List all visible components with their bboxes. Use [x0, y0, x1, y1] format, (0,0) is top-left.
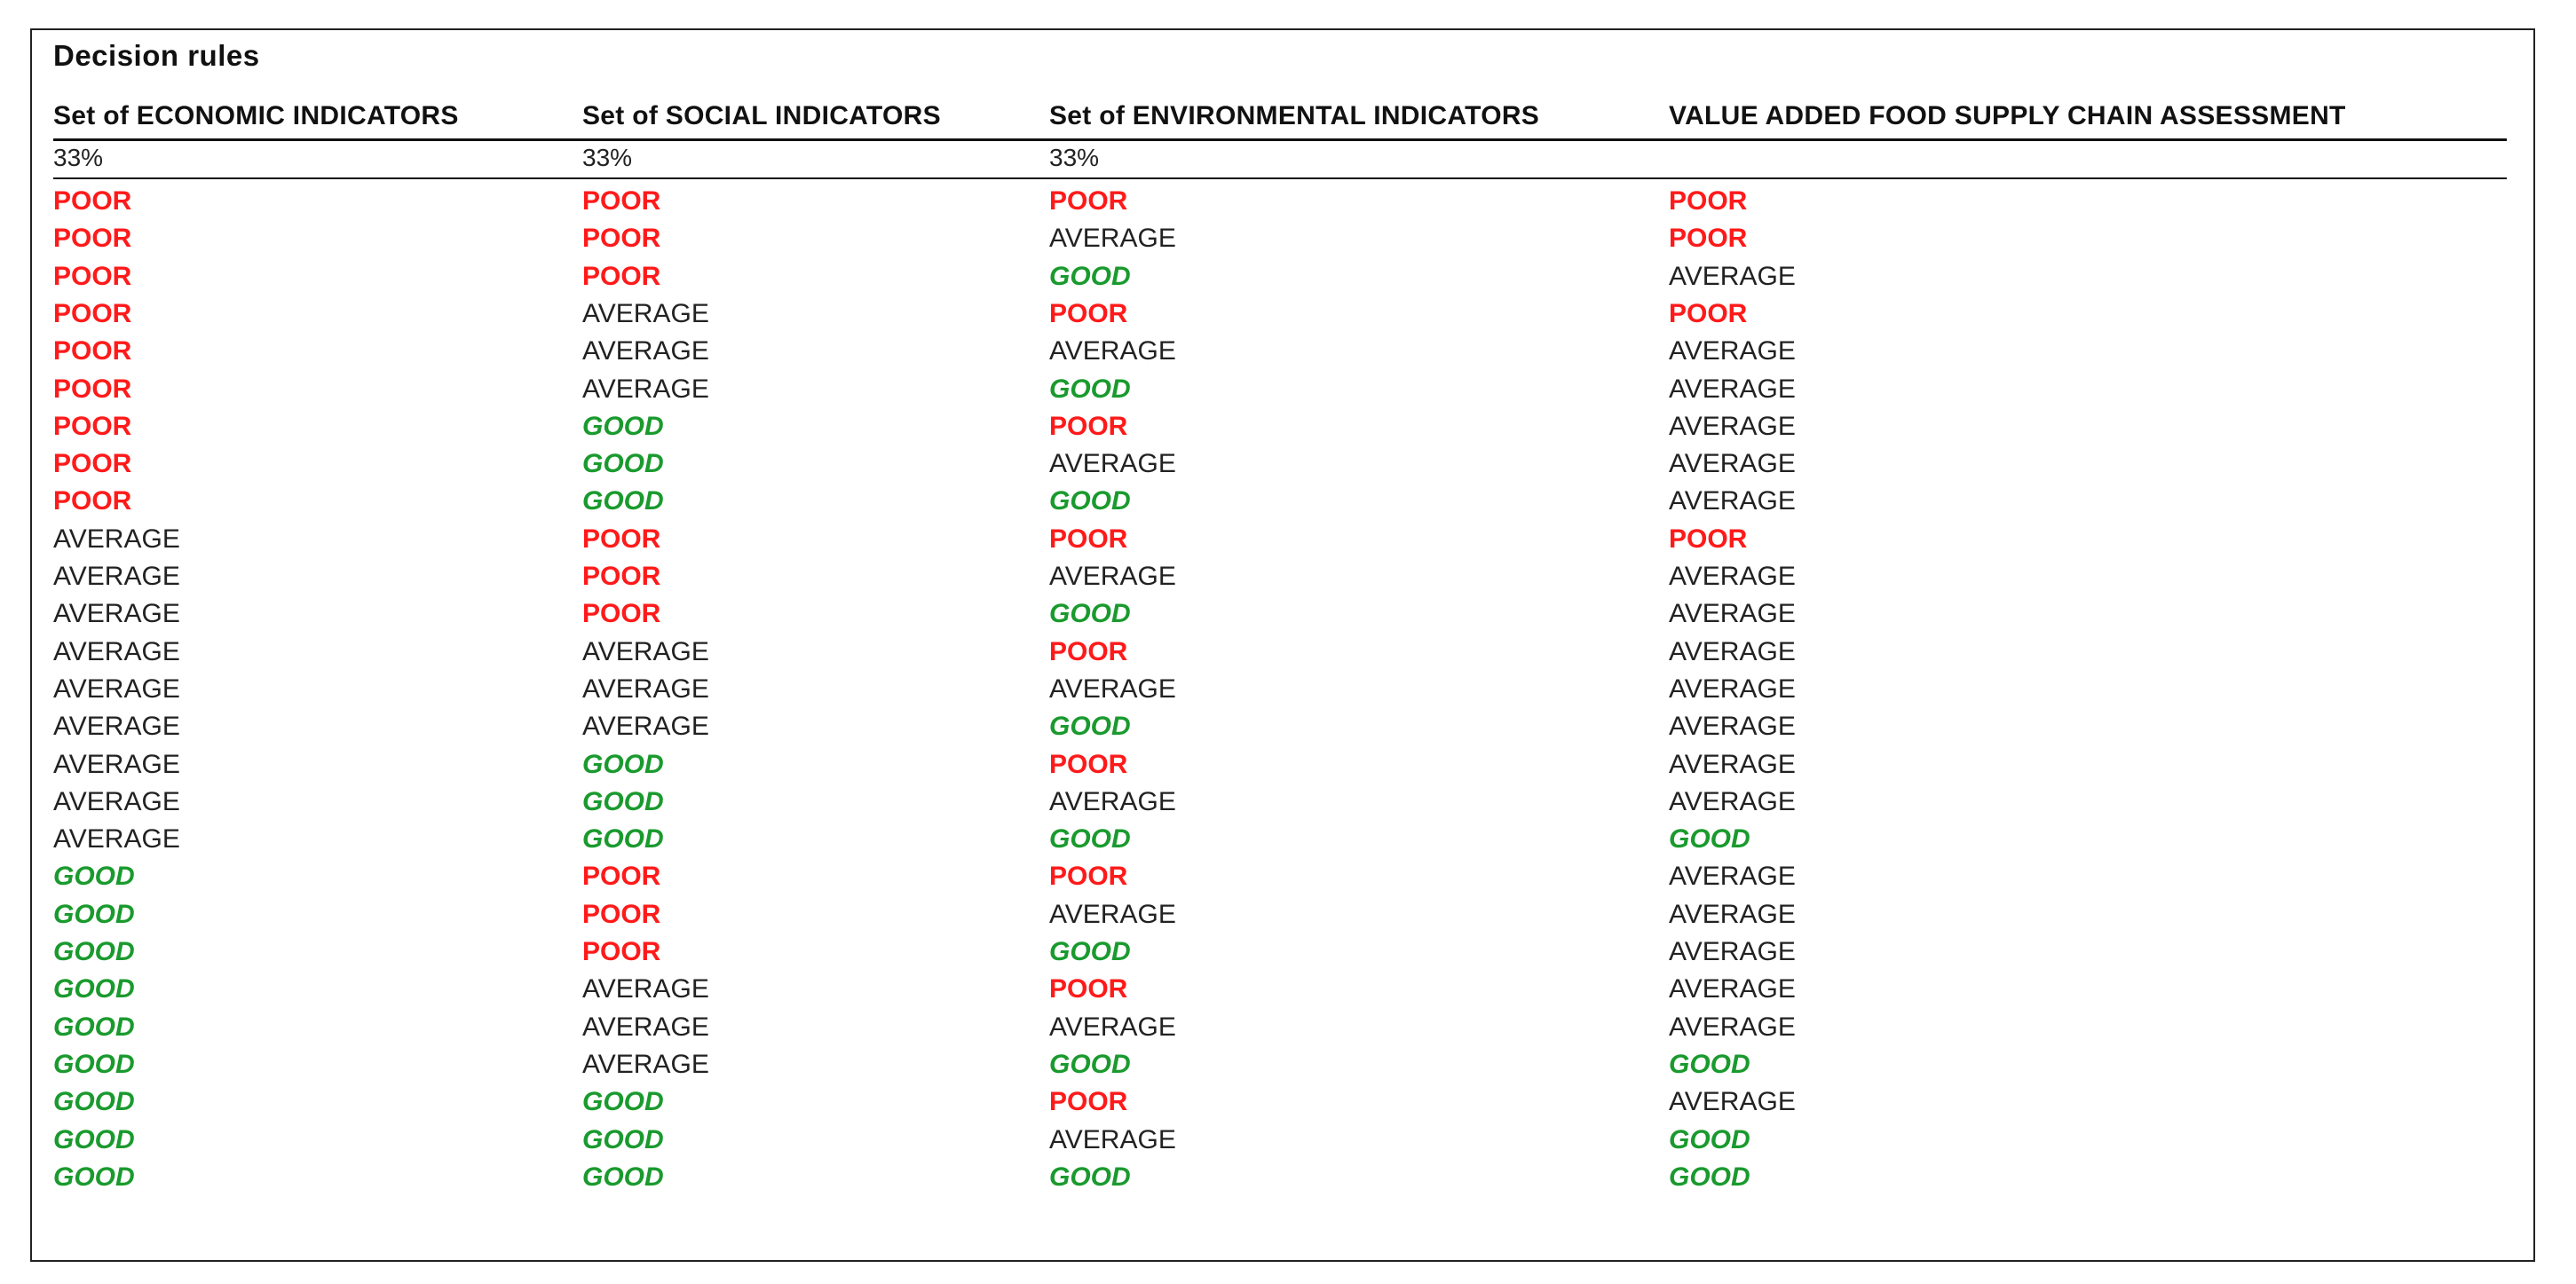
cell-environmental: AVERAGE [1049, 449, 1176, 479]
cell-economic: GOOD [53, 1049, 135, 1079]
cell-assessment: AVERAGE [1669, 1012, 1796, 1042]
cell-social: AVERAGE [582, 336, 709, 366]
cell-economic: GOOD [53, 1012, 135, 1042]
cell-assessment: AVERAGE [1669, 486, 1796, 516]
cell-social: AVERAGE [582, 374, 709, 404]
cell-environmental: POOR [1049, 749, 1128, 779]
cell-assessment: AVERAGE [1669, 636, 1796, 666]
cell-assessment: GOOD [1669, 1162, 1750, 1192]
table-row [53, 483, 2507, 520]
cell-social: POOR [582, 224, 661, 254]
cell-economic: POOR [53, 186, 132, 216]
cell-social: GOOD [582, 486, 664, 516]
cell-social: POOR [582, 862, 661, 892]
cell-environmental: GOOD [1049, 374, 1131, 404]
table-row [53, 333, 2507, 370]
cell-assessment: AVERAGE [1669, 712, 1796, 742]
cell-assessment: AVERAGE [1669, 786, 1796, 816]
cell-environmental: GOOD [1049, 599, 1131, 629]
cell-social: POOR [582, 899, 661, 929]
table-row [53, 408, 2507, 445]
table-row [53, 558, 2507, 595]
cell-environmental: AVERAGE [1049, 899, 1176, 929]
cell-economic: AVERAGE [53, 786, 180, 816]
cell-assessment: AVERAGE [1669, 674, 1796, 704]
cell-economic: AVERAGE [53, 599, 180, 629]
cell-environmental: AVERAGE [1049, 786, 1176, 816]
weight-social: 33% [582, 144, 633, 171]
cell-assessment: GOOD [1669, 824, 1750, 855]
cell-economic: POOR [53, 261, 132, 291]
table-row [53, 295, 2507, 333]
cell-assessment: AVERAGE [1669, 599, 1796, 629]
cell-economic: POOR [53, 374, 132, 404]
cell-assessment: AVERAGE [1669, 974, 1796, 1004]
cell-assessment: GOOD [1669, 1049, 1750, 1079]
cell-social: POOR [582, 524, 661, 554]
cell-social: AVERAGE [582, 1049, 709, 1079]
header-social: Set of SOCIAL INDICATORS [582, 101, 941, 130]
table-row [53, 183, 2507, 220]
cell-social: GOOD [582, 749, 664, 779]
cell-environmental: GOOD [1049, 486, 1131, 516]
cell-environmental: AVERAGE [1049, 1012, 1176, 1042]
cell-environmental: POOR [1049, 974, 1128, 1004]
table-row [53, 971, 2507, 1008]
cell-social: POOR [582, 599, 661, 629]
cell-social: AVERAGE [582, 712, 709, 742]
cell-environmental: GOOD [1049, 712, 1131, 742]
cell-environmental: POOR [1049, 524, 1128, 554]
cell-economic: POOR [53, 486, 132, 516]
cell-assessment: AVERAGE [1669, 937, 1796, 966]
cell-economic: AVERAGE [53, 749, 180, 779]
cell-environmental: GOOD [1049, 824, 1131, 855]
cell-environmental: AVERAGE [1049, 1124, 1176, 1154]
cell-social: AVERAGE [582, 298, 709, 328]
cell-environmental: GOOD [1049, 261, 1131, 291]
table-row [53, 1009, 2507, 1046]
cell-economic: GOOD [53, 937, 135, 966]
cell-environmental: POOR [1049, 1087, 1128, 1117]
cell-assessment: AVERAGE [1669, 336, 1796, 366]
cell-economic: POOR [53, 336, 132, 366]
cell-environmental: POOR [1049, 636, 1128, 666]
table-row [53, 1122, 2507, 1159]
cell-environmental: AVERAGE [1049, 224, 1176, 254]
weight-economic: 33% [53, 144, 104, 171]
table-row [53, 258, 2507, 295]
table-title: Decision rules [53, 39, 260, 72]
cell-assessment: POOR [1669, 224, 1748, 254]
cell-economic: AVERAGE [53, 636, 180, 666]
table-row [53, 671, 2507, 708]
cell-social: POOR [582, 562, 661, 591]
weight-environmental: 33% [1049, 144, 1100, 171]
cell-social: GOOD [582, 824, 664, 855]
table-row [53, 220, 2507, 257]
cell-environmental: POOR [1049, 411, 1128, 441]
cell-economic: POOR [53, 411, 132, 441]
header-row [53, 101, 2512, 138]
cell-economic: GOOD [53, 974, 135, 1004]
cell-assessment: POOR [1669, 524, 1748, 554]
table-row [53, 445, 2507, 483]
cell-economic: AVERAGE [53, 562, 180, 591]
cell-economic: AVERAGE [53, 824, 180, 855]
cell-assessment: POOR [1669, 298, 1748, 328]
cell-social: POOR [582, 937, 661, 966]
cell-environmental: GOOD [1049, 1162, 1131, 1192]
cell-economic: POOR [53, 449, 132, 479]
table-row [53, 746, 2507, 784]
cell-economic: AVERAGE [53, 524, 180, 554]
table-row [53, 933, 2507, 971]
table-row [53, 821, 2507, 858]
header-economic: Set of ECONOMIC INDICATORS [53, 101, 459, 130]
cell-assessment: AVERAGE [1669, 862, 1796, 892]
cell-economic: AVERAGE [53, 712, 180, 742]
cell-social: AVERAGE [582, 974, 709, 1004]
cell-economic: AVERAGE [53, 674, 180, 704]
cell-assessment: AVERAGE [1669, 411, 1796, 441]
table-row [53, 784, 2507, 821]
cell-environmental: AVERAGE [1049, 562, 1176, 591]
cell-assessment: AVERAGE [1669, 374, 1796, 404]
cell-social: AVERAGE [582, 1012, 709, 1042]
cell-economic: GOOD [53, 862, 135, 892]
cell-environmental: AVERAGE [1049, 674, 1176, 704]
header-divider [53, 138, 2507, 141]
cell-social: POOR [582, 186, 661, 216]
cell-social: AVERAGE [582, 636, 709, 666]
weight-divider [53, 177, 2507, 179]
table-row [53, 521, 2507, 558]
cell-assessment: AVERAGE [1669, 562, 1796, 591]
cell-assessment: AVERAGE [1669, 261, 1796, 291]
cell-environmental: GOOD [1049, 937, 1131, 966]
cell-social: GOOD [582, 786, 664, 816]
cell-economic: GOOD [53, 1162, 135, 1192]
table-row [53, 595, 2507, 633]
cell-economic: GOOD [53, 1124, 135, 1154]
table-row [53, 634, 2507, 671]
cell-social: GOOD [582, 1124, 664, 1154]
cell-environmental: AVERAGE [1049, 336, 1176, 366]
cell-assessment: GOOD [1669, 1124, 1750, 1154]
cell-assessment: AVERAGE [1669, 449, 1796, 479]
cell-social: GOOD [582, 1087, 664, 1117]
header-environmental: Set of ENVIRONMENTAL INDICATORS [1049, 101, 1540, 130]
table-row [53, 371, 2507, 408]
cell-social: GOOD [582, 449, 664, 479]
cell-social: POOR [582, 261, 661, 291]
cell-economic: POOR [53, 298, 132, 328]
weight-row [53, 144, 2507, 177]
cell-assessment: AVERAGE [1669, 749, 1796, 779]
cell-social: GOOD [582, 1162, 664, 1192]
cell-environmental: GOOD [1049, 1049, 1131, 1079]
cell-economic: POOR [53, 224, 132, 254]
table-row [53, 708, 2507, 745]
cell-economic: GOOD [53, 899, 135, 929]
table-row [53, 1046, 2507, 1083]
cell-assessment: POOR [1669, 186, 1748, 216]
table-row [53, 858, 2507, 895]
header-assessment: VALUE ADDED FOOD SUPPLY CHAIN ASSESSMENT [1669, 101, 2346, 130]
cell-environmental: POOR [1049, 186, 1128, 216]
cell-environmental: POOR [1049, 298, 1128, 328]
cell-assessment: AVERAGE [1669, 1087, 1796, 1117]
table-row [53, 1083, 2507, 1121]
table-row [53, 1159, 2507, 1196]
cell-assessment: AVERAGE [1669, 899, 1796, 929]
cell-environmental: POOR [1049, 862, 1128, 892]
cell-social: GOOD [582, 411, 664, 441]
table-row [53, 896, 2507, 933]
cell-economic: GOOD [53, 1087, 135, 1117]
cell-social: AVERAGE [582, 674, 709, 704]
